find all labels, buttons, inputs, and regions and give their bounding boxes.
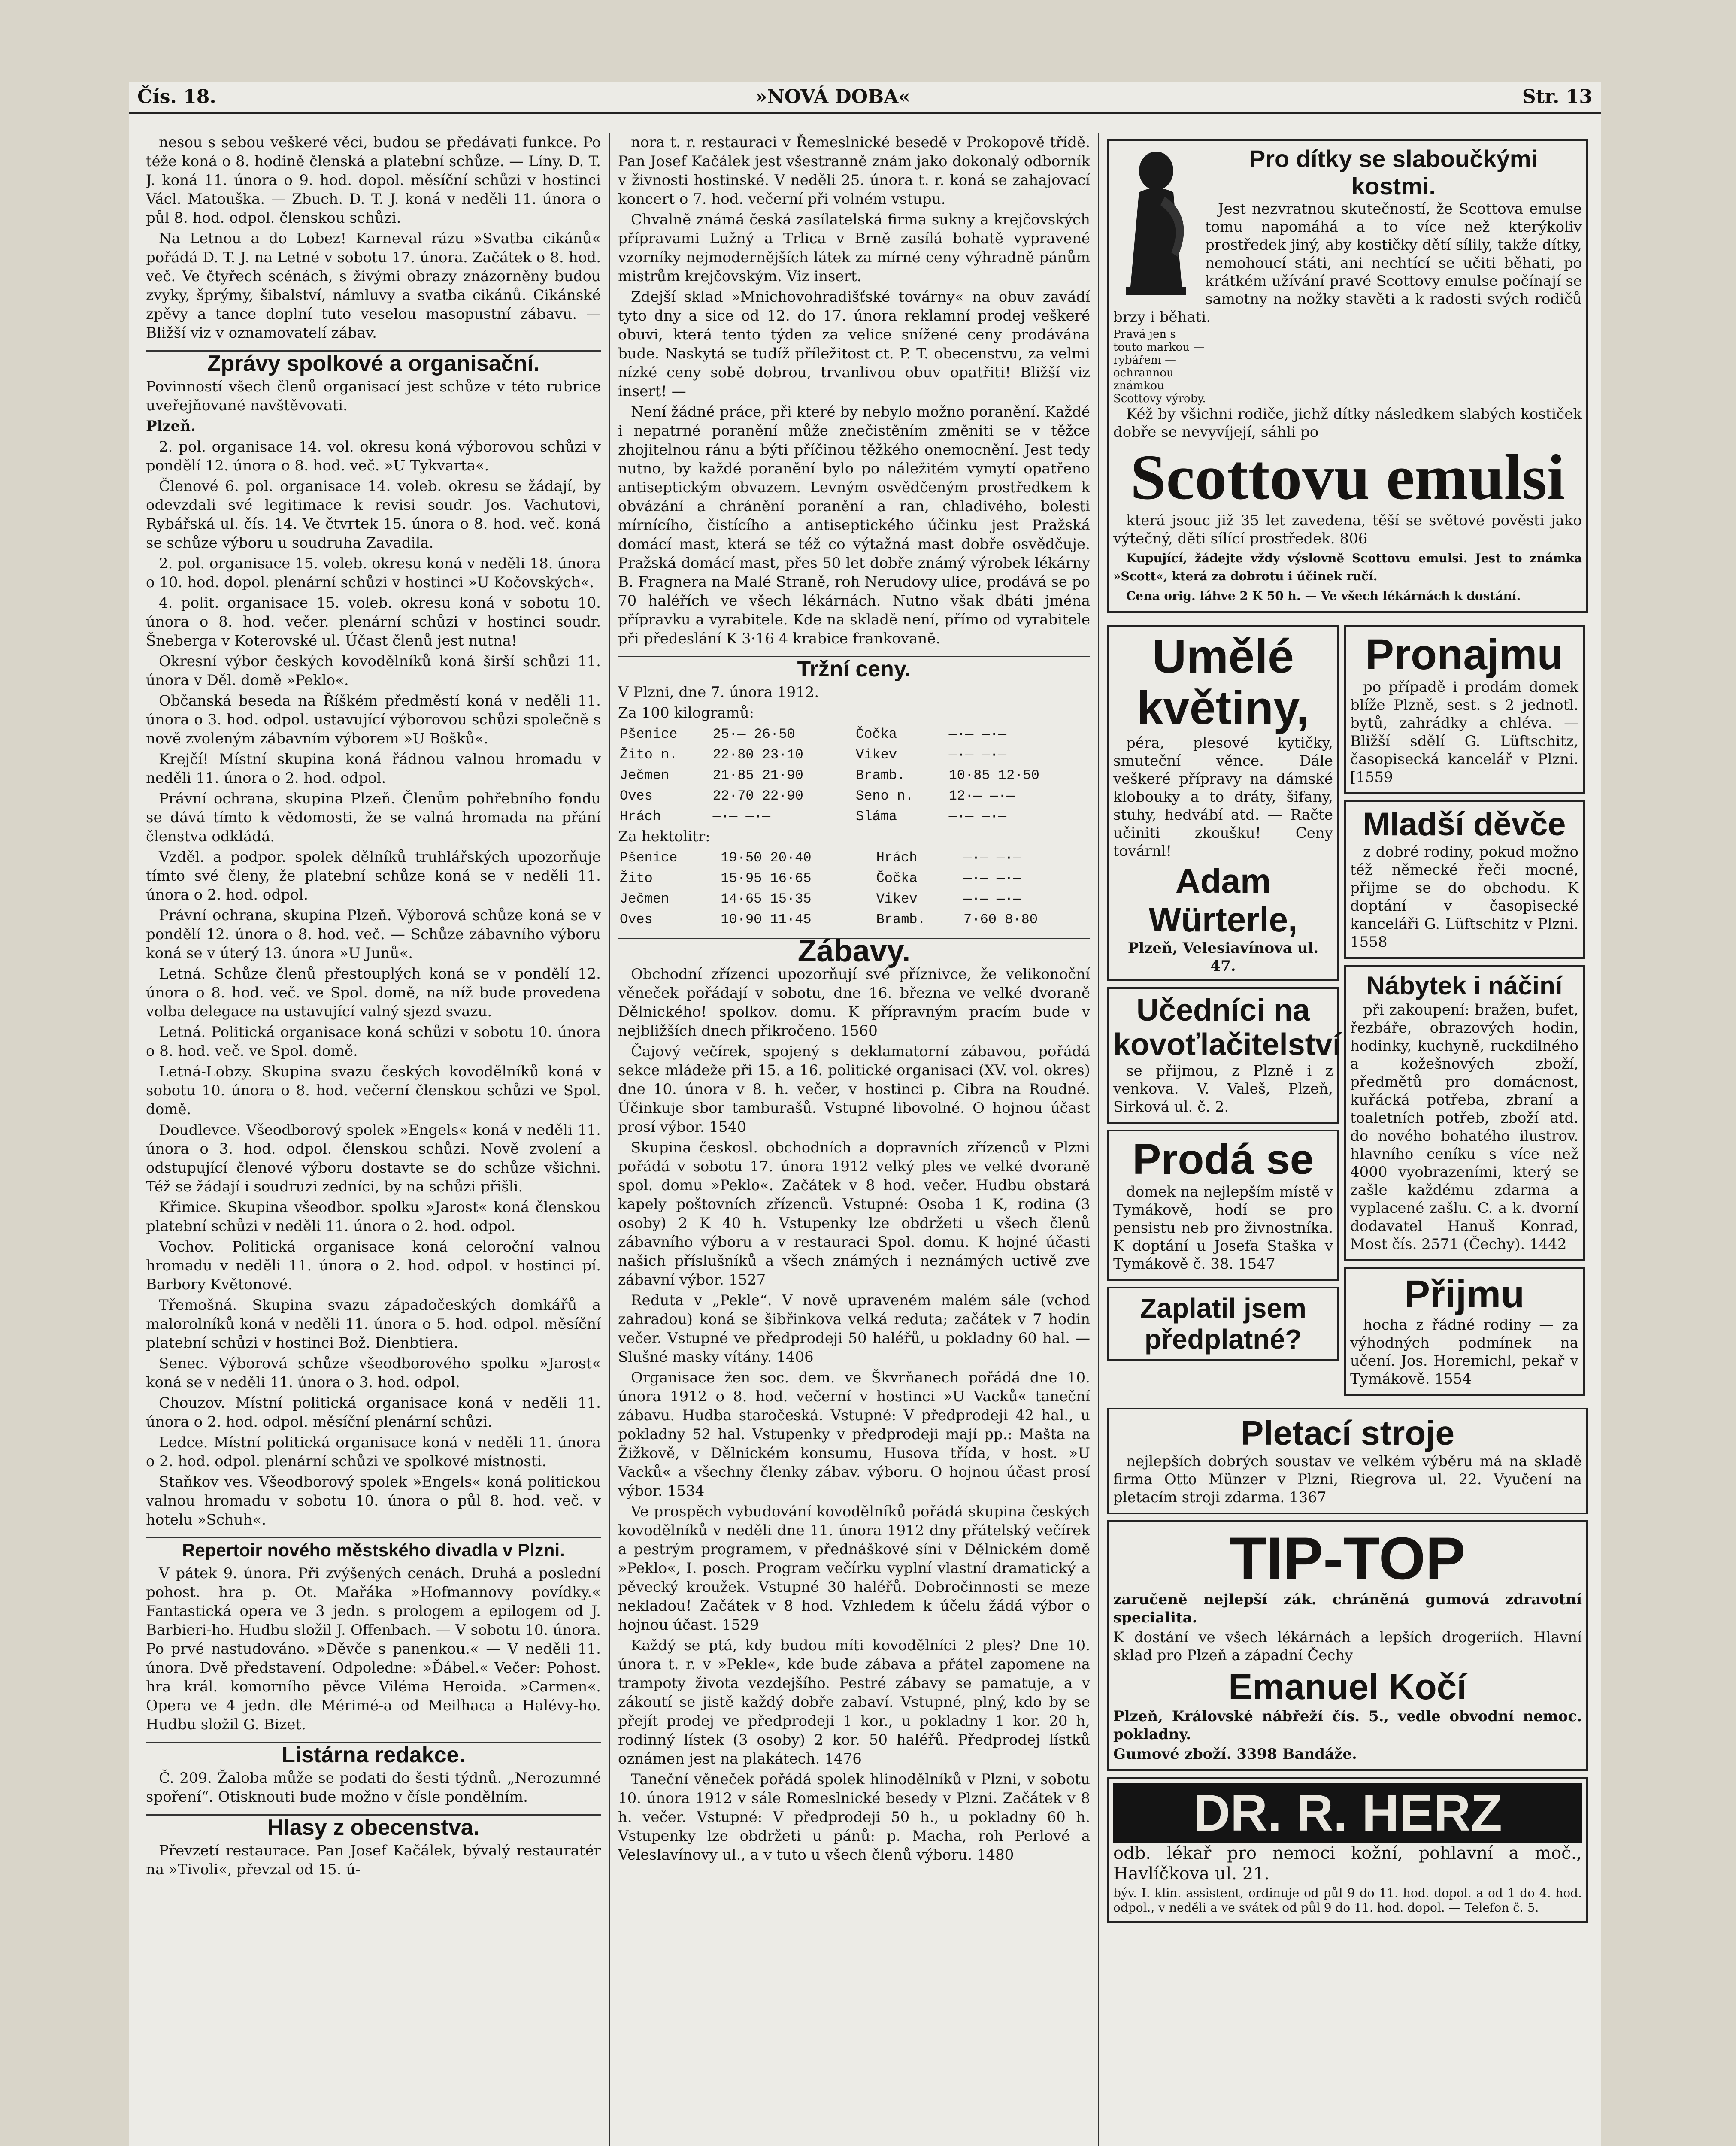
rent-text: po případě i prodám domek blíže Plzně, sest. s 2 jednotl. bytů, zahrádky a chléva. — Bližší sdělí G. Lüftschitz, časopisecká kancelář v Plzni. [1559 bbox=[1350, 679, 1578, 786]
section-heading-listarna: Listárna redakce. bbox=[146, 1742, 601, 1764]
page-header bbox=[129, 82, 1601, 114]
subscription-question: Zaplatil jsem předplatné? bbox=[1140, 1293, 1306, 1355]
event-item: Reduta v „Pekle“. V nově upraveném malém sále (vchod zahradou) koná se šibřinkova velká reduta; začátek v 7 hodin večer. Vstupné ve předprodeji 50 haléřů, u pokladny 60 hal. — Slušné masky vítány. 1406 bbox=[618, 1292, 1090, 1366]
flowers-text: péra, plesové kytičky, smuteční věnce. Dále veškeré přípravy na dámské klobouky a to dráty, šifany, stuhy, hedvábí atd. — Račte učiniti zkoušku! Ceny továrnl! bbox=[1113, 734, 1333, 860]
list-item: Vochov. Politická organisace koná celoroční valnou hromadu v neděli 11. února o 2. hod. odpol. v hostinci pí. Barbory Květonové. bbox=[146, 1238, 601, 1293]
list-item: Letná-Lobzy. Skupina svazu českých kovodělníků koná v sobotu 10. února o 8. hod. večerní členskou schůzi ve Spol. domě. bbox=[146, 1063, 601, 1118]
section-heading-zabavy: Zábavy. bbox=[618, 938, 1090, 961]
column-1 bbox=[146, 133, 601, 2146]
tiptop-goods: Gumové zboží. 3398 Bandáže. bbox=[1113, 1746, 1357, 1763]
list-item: Vzděl. a podpor. spolek dělníků truhlářských upozorňuje tímto své členy, že platební schůze koná se v neděli 11. února o 2. hod. odpol. bbox=[146, 849, 601, 903]
city-heading: Plzeň. bbox=[146, 418, 196, 435]
newspaper-title: »NOVÁ DOBA« bbox=[755, 86, 910, 108]
issue-number: Čís. 18. bbox=[137, 86, 216, 108]
column-2 bbox=[618, 133, 1090, 2146]
list-item: Občanská beseda na Říškém předměstí koná v neděli 11. února o 3. hod. odpol. ustavující výborovou schůzi společně s nově zvoleným zábavním výborem »U Bošků«. bbox=[146, 692, 601, 747]
furniture-title: Nábytek i náčiní bbox=[1366, 971, 1563, 1000]
hlasy-text: Převzetí restaurace. Pan Josef Kačálek, bývalý restauratér na »Tivoli«, převzal od 15. ú- bbox=[146, 1842, 601, 1878]
event-item: Každý se ptá, kdy budou míti kovodělníci 2 ples? Dne 10. února t. r. v »Pekle«, kde bude zábava a přátel zapomene na trampoty života vezdejšího. Pestré zábavy se pamatuje, a v zákoutí se jistě každý dobře zabaví. Vstupné, plný, kdo by se přejít prodej ve předprodeji 1 kor., u pokladny 1 kor. 20 h, rodinný lístek (3 osoby) 2 kor. 50 haléřů. Předprodej lístků oznámen jest na plakátech. 1476 bbox=[618, 1637, 1090, 1767]
table-row: Ječmen 21·85 21·90 Bramb. 10·85 12·50 bbox=[620, 767, 1039, 783]
list-item: Křimice. Skupina všeodbor. spolku »Jarost« koná členskou platební schůzi v neděli 11. února o 2. hod. odpol. bbox=[146, 1199, 601, 1235]
accept-ad bbox=[1344, 1267, 1585, 1396]
table-row: Ječmen 14·65 15·35 Vikev —·— —·— bbox=[620, 891, 1021, 907]
accept-text: hocha z řádné rodiny — za výhodných podmínek na učení. Jos. Horemichl, pekař v Tymákově. 1554 bbox=[1350, 1316, 1578, 1388]
tiptop-title: TIP-TOP bbox=[1230, 1525, 1466, 1592]
table-row: Pšenice 19·50 20·40 Hrách —·— —·— bbox=[620, 850, 1021, 866]
event-item: Čajový večírek, spojený s deklamatorní zábavou, pořádá sekce mládeže při 15. a 16. politické organisaci (XV. vol. okres) dne 10. února v 8. h. večer, v hostinci p. Cibra na Roudné. Účinkuje sbor tamburašů. Vstupné libovolné. O hojnou účast prosí výbor. 1540 bbox=[618, 1043, 1090, 1136]
subscription-ad bbox=[1107, 1287, 1339, 1361]
scott-headline: Pro dítky se slaboučkými kostmi. bbox=[1249, 145, 1538, 200]
scott-body: která jsouc již 35 let zavedena, těší se světové pověsti jako výtečný, děti sílící prostředek. 806 bbox=[1113, 512, 1582, 547]
page-number: Str. 13 bbox=[1522, 86, 1592, 108]
event-item: Organisace žen soc. dem. ve Škvrňanech pořádá dne 10. února 1912 o 8. hod. večerní v hostinci »U Vacků« taneční zábavu. Hudba staročeská. Vstupné: V předprodeji 42 hal., u pokladny 52 hal. Vstupenky v předprodeji mají pp.: Mašta na Žižkově, v Dělnickém konsumu, Husova třída, v host. »U Vacků« a všechny členky zábav. výboru. O hojnou účast prosí výbor. 1534 bbox=[618, 1369, 1090, 1500]
theatre-repertoire: V pátek 9. února. Při zvýšených cenách. Druhá a poslední pohost. hra p. Ot. Mařáka »Hofmannovy povídky.« Fantastická opera ve 3 jedn. s prologem a epilogem od J. Barbieri-ho. Hudbu složil J. Offenbach. — V sobotu 10. února. Po prvé nastudováno. »Děvče s panenkou.« — V neděli 11. února. Dvě představení. Odpoledne: »Ďábel.« Večer: Pohost. hra král. komorního pěvce Viléma Heroida. »Carmen«. Opera ve 4 jedn. dle Mérimé-a od Meilhaca a Halévy-ho. Hudbu složil G. Bizet. bbox=[146, 1565, 601, 1733]
article-intro: nesou s sebou veškeré věci, budou se předávati funkce. Po téže koná o 8. hodině členská a platební schůze. — Líny. D. T. J. koná 11. února o 9. hod. dopol. měsíční schůzi v hostinci Václ. Matouška. — Zbuch. D. T. J. koná v neděli 11. února o půl 8. hod. odpol. členskou schůzi. bbox=[146, 134, 601, 227]
event-item: Ve prospěch vybudování kovodělníků pořádá skupina českých kovodělníků v neděli dne 11. února 1912 dny přátelský večírek a pestrým programem, v přednáškové síni v Dělnickém domě »Peklo«, I. posch. Program večírku vyplní vlastní dramatický a pěvecký kroužek. Vstupné 30 haléřů. Dobročinnosti se meze nekladou! Začátek v 8 hod. Vzhledem k účelu žádá výbor o hojnou účast. 1529 bbox=[618, 1503, 1090, 1634]
rent-title: Pronajmu bbox=[1365, 630, 1563, 679]
list-item: Právní ochrana, skupina Plzeň. Členům pohřebního fondu se dává tímto k vědomosti, že se valná hromada na přání členstva odkládá. bbox=[146, 790, 601, 845]
classified-ads-grid bbox=[1107, 619, 1588, 1402]
girl-ad bbox=[1344, 800, 1585, 959]
table-row: Hrách —·— —·— Sláma —·— —·— bbox=[620, 809, 1006, 824]
furniture-ad bbox=[1344, 965, 1585, 1261]
section-heading-prices: Tržní ceny. bbox=[618, 656, 1090, 679]
list-item: Letná. Schůze členů přestouplých koná se v pondělí 12. února o 8. hod. več. ve Spol. domě, na níž bude provedena volba delegace na ustavující valný sjezd svazu. bbox=[146, 965, 601, 1020]
article-letna: Na Letnou a do Lobez! Karneval rázu »Svatba cikánů« pořádá D. T. J. na Letné v sobotu 17. února. Začátek o 8. hod. več. Ve čtyřech scénách, s živými obrazy znázorněny budou zvyky, šprýmy, šibalství, námluvy a svatba cikánů. Cikánské zpěvy a tance doplní tuto veselou masopustní zábavu. — Bližší viz v oznamovatelí zábav. bbox=[146, 230, 601, 342]
scott-body: Jest nezvratnou skutečností, že Scottova emulse tomu napomáhá a to více než kterýkoliv prostředek jiný, aby kostičky dětí sílily, takže dítky, nemohoucí státi, ani nechtící se učiti běhati, po krátkém užívání pravé Scottovy emulse počínají se samotny na nožky stavěti a k radosti svých rodičů brzy i běhati. bbox=[1113, 200, 1582, 326]
article-text: Zdejší sklad »Mnichovohradišťské továrny« na obuv zavádí tyto dny a sice od 12. do 17. února reklamní prodej veškeré obuvi, která tento týden za velice snížené ceny prodávána bude. Naskytá se tudíž příležitost ct. P. T. obecenstvu, za velmi nízké ceny sobě dobrou, trvanlivou obuv opatřiti! Bližší viz insert! — bbox=[618, 288, 1090, 400]
scott-price: Cena orig. láhve 2 K 50 h. — Ve všech lékárnách k dostání. bbox=[1126, 589, 1521, 603]
sell-text: domek na nejlepším místě v Tymákově, hodí se pro pensistu neb pro živnostníka. K doptání u Josefa Staška v Tymákově č. 38. 1547 bbox=[1113, 1183, 1333, 1273]
knit-text: nejlepších dobrých soustav ve velkém výběru má na skladě firma Otto Münzer v Plzni, Riegrova ul. 22. Vyučení na pletacím stroji zdarma. 1367 bbox=[1113, 1453, 1582, 1506]
table-row: Pšenice 25·— 26·50 Čočka —·— —·— bbox=[620, 726, 1006, 742]
classified-left bbox=[1107, 619, 1339, 1402]
column-3 bbox=[1107, 133, 1588, 2146]
event-item: Obchodní zřízenci upozorňují své příznivce, že velikonoční věneček pořádají v sobotu, dne 16. března ve velké dvoraně Dělnického! spolkov. domu. K přípravným pracím bude v nejbližších dnech přikročeno. 1560 bbox=[618, 966, 1090, 1040]
list-item: Krejčí! Místní skupina koná řádnou valnou hromadu v neděli 11. února o 2. hod. odpol. bbox=[146, 751, 601, 787]
scott-body: Kéž by všichni rodiče, jichž dítky následkem slabých kostiček dobře se nevyvíjejí, sáhli po bbox=[1113, 406, 1582, 441]
article-text: Není žádné práce, při které by nebylo možno poranění. Každé i nepatrné poranění může znečistěním změniti se v těžce zhojitelnou ránu a býti příčinou těžkého onemocnění. Jest tedy nutno, by každé poranění bylo po náležitém vymytí opatřeno antiseptickým obvazem. Levným osvědčeným prostředkem k obvázání a chránění poranění a ran, chladivého, bolesti mírnícího, čistícího a antiseptického účinku jest Pražská domácí mast, která se též co výtažná mast dobře osvědčuje. Pražská domácí mast, přes 50 let dobře známý výrobek lékárny B. Fragnera na Malé Straně, roh Nerudovy ulice, prodává se po 70 haléřích ve všech lékárnách. Nutno však dbáti jména přípravku a vyrabitele. Kde na skladě není, přímo od vyrabitele při předeslání K 3·16 4 krabice frankovaně. bbox=[618, 403, 1090, 647]
article-text: nora t. r. restauraci v Řemeslnické besedě v Prokopově třídě. Pan Josef Kačálek jest všestranně znám jako dokonalý odborník v živnosti hostinské. V neděli 25. února t. r. koná se zahajovací koncert o 7. hod. večerní při volném vstupu. bbox=[618, 134, 1090, 208]
classified-right bbox=[1344, 619, 1585, 1402]
knitting-machines-ad bbox=[1107, 1408, 1588, 1514]
list-item: Chouzov. Místní politická organisace koná v neděli 11. února o 2. hod. odpol. měsíční plenární schůzi. bbox=[146, 1394, 601, 1431]
scott-emulsion-ad bbox=[1107, 139, 1588, 613]
list-item: Právní ochrana, skupina Plzeň. Výborová schůze koná se v pondělí 12. února o 8. hod. več. — Schůze zábavního výboru koná se v úterý 13. února »U Junů«. bbox=[146, 907, 601, 962]
scott-note: Kupující, žádejte vždy výslovně Scottovu emulsi. Jest to známka »Scott«, která za dobrotu i účinek ručí. bbox=[1113, 551, 1582, 583]
section-heading-zpravy: Zprávy spolkové a organisační. bbox=[146, 350, 601, 373]
list-item: Doudlevce. Všeodborový spolek »Engels« koná v neděli 11. února o 3. hod. odpol. členskou schůzi. Nově zvolení a odstupující členové výboru dostavte se do schůze všichni. Též se žádají i soudruzi zedníci, by na schůzi přišli. bbox=[146, 1121, 601, 1195]
list-item: Členové 6. pol. organisace 14. voleb. okresu se žádají, by odevzdali své legitimace k revisi soudr. Jos. Vachutovi, Rybářská ul. čís. 14. Ve čtvrtek 15. února o 8. hod. več. koná se schůze výboru u soudruha Zavadila. bbox=[146, 478, 601, 552]
girl-title: Mladší děvče bbox=[1363, 806, 1566, 843]
section-intro: Povinností všech členů organisací jest schůze v této rubrice uveřejňované navštěvovati. bbox=[146, 378, 601, 414]
knit-title: Pletací stroje bbox=[1240, 1414, 1454, 1452]
column-divider bbox=[1098, 133, 1099, 2146]
tiptop-text: zaručeně nejlepší zák. chráněná gumová zdravotní specialita. bbox=[1113, 1591, 1582, 1626]
section-heading-hlasy: Hlasy z obecenstva. bbox=[146, 1814, 601, 1837]
furniture-text: při zakoupení: bražen, bufet, řezbáře, obrazových hodin, hodinky, kuchyně, ruckdilného a kožešnových zboží, předmětů pro domácnost, kuřácká potřeba, zbraní a toaletních potřeb, zboží atd. do nového bohatého ilustrov. hlavního ceníku s více než 4000 vyobrazeními, který se zašle každému zdarma a vyplacené zašlu. C. a k. dvorní dodavatel Hanuš Konrad, Most čís. 2571 (Čechy). 1442 bbox=[1350, 1001, 1578, 1253]
tiptop-owner: Emanuel Kočí bbox=[1228, 1667, 1467, 1707]
table-row: Žito 15·95 16·65 Čočka —·— —·— bbox=[620, 870, 1021, 886]
herz-hours: býv. I. klin. assistent, ordinuje od půl 9 do 11. hod. dopol. a od 1 do 4. hod. odpol., v neděli a ve svátek od půl 9 do 11. hod. dopol. — Telefon č. 5. bbox=[1113, 1886, 1582, 1915]
list-item: Senec. Výborová schůze všeodborového spolku »Jarost« koná se v neděli 11. února o 3. hod. odpol. bbox=[146, 1355, 601, 1391]
flowers-title: Umělé květiny, bbox=[1137, 630, 1309, 734]
table-row: Oves 10·90 11·45 Bramb. 7·60 8·80 bbox=[620, 912, 1038, 928]
column-divider bbox=[609, 133, 610, 2146]
price-table-hl bbox=[618, 848, 1090, 930]
tiptop-address: Plzeň, Královské nábřeží čís. 5., vedle obvodní nemoc. pokladny. bbox=[1113, 1708, 1582, 1743]
flowers-owner: Adam Würterle, bbox=[1148, 862, 1298, 939]
herz-title: DR. R. HERZ bbox=[1113, 1783, 1582, 1843]
prices-unit: Za hektolitr: bbox=[618, 828, 710, 845]
rent-ad bbox=[1344, 625, 1585, 794]
girl-text: z dobré rodiny, pokud možno též německé řeči mocné, přijme se do obchodu. K doptání v časopisecké kanceláři G. Lüftschitz v Plzni. 1558 bbox=[1350, 843, 1578, 951]
scott-caption: Pravá jen s touto markou — rybářem — ochrannou známkou Scottovy výroby. bbox=[1113, 328, 1206, 405]
list-item: 2. pol. organisace 15. voleb. okresu koná v neděli 18. února o 10. hod. dopol. plenární schůzi v hostinci »U Kočovských«. bbox=[146, 555, 601, 591]
apprentice-text: se přijmou, z Plzně i z venkova. V. Valeš, Plzeň, Sirková ul. č. 2. bbox=[1113, 1062, 1333, 1115]
sell-title: Prodá se bbox=[1132, 1135, 1314, 1183]
flowers-address: Plzeň, Velesiavínova ul. 47. bbox=[1127, 940, 1319, 975]
list-item: Ledce. Místní politická organisace koná v neděli 11. února o 2. hod. odpol. plenární schůzi ve spolkové místnosti. bbox=[146, 1434, 601, 1470]
sell-ad bbox=[1107, 1130, 1339, 1281]
table-row: Žito n. 22·80 23·10 Vikev —·— —·— bbox=[620, 747, 1006, 763]
tiptop-text2: K dostání ve všech lékárnách a lepších drogeriích. Hlavní sklad pro Plzeň a západní Čechy bbox=[1113, 1629, 1582, 1664]
event-item: Skupina českosl. obchodních a dopravních zřízenců v Plzni pořádá v sobotu 17. února 1912 velký ples ve velké dvoraně spol. domu »Peklo«. Začátek v 8 hod. večer. Hudbu obstará kapely poštovních zřízenců. Vstupné: Osoba 1 K, rodina (3 osoby) 2 K 40 h. Vstupenky lze obdržeti u všech členů zábavního výboru a v restauraci Spol. domu. K hojné účasti našich příslušníků a všech známých i neznámých uctivě zve zábavní výbor. 1527 bbox=[618, 1139, 1090, 1288]
table-row: Oves 22·70 22·90 Seno n. 12·— —·— bbox=[620, 788, 1015, 804]
newspaper-page bbox=[129, 82, 1601, 2146]
flowers-ad bbox=[1107, 625, 1339, 981]
section-heading-theatre: Repertoir nového městského divadla v Plzni. bbox=[146, 1537, 601, 1560]
list-item: Třemošná. Skupina svazu západočeských domkářů a malorolníků koná v neděli 11. února o 5. hod. odpol. měsíční platební schůzi v hostinci Bož. Dienbtiera. bbox=[146, 1297, 601, 1352]
prices-date: V Plzni, dne 7. února 1912. bbox=[618, 684, 819, 701]
dr-herz-ad bbox=[1107, 1777, 1588, 1923]
list-item: 4. polit. organisace 15. voleb. okresu koná v sobotu 10. února o 8. hod. večer. plenární schůzi v hostinci soudr. Šneberga v Koterovské ul. Účast členů jest nutna! bbox=[146, 594, 601, 649]
scott-product-name: Scottovu emulsi bbox=[1130, 442, 1565, 513]
article-text: Chvalně známá česká zasílatelská firma sukny a krejčovských přípravami Lužný a Trlica v Brně zasílá bohatě vypravené vzorníky nejmodernějších látek za mírné ceny výhradně pánům mistrům krejčovským. Viz insert. bbox=[618, 211, 1090, 285]
list-item: Okresní výbor českých kovodělníků koná širší schůzi 11. února v Děl. domě »Peklo«. bbox=[146, 653, 601, 689]
event-item: Taneční věneček pořádá spolek hlinodělníků v Plzni, v sobotu 10. února 1912 v sále Romeslnické besedy v Plzni. Začátek v 8 h. večer. Vstupné: V předprodeji 50 h., u pokladny 60 h. Vstupenky lze obdržeti u pánů: p. Macha, roh Perlové a Veleslavínovy ul., a v tuto u všech členů výboru. 1480 bbox=[618, 1771, 1090, 1864]
list-item: Staňkov ves. Všeodborový spolek »Engels« koná politickou valnou hromadu v sobotu 10. února o půl 8. hod. več. v hotelu »Schuh«. bbox=[146, 1473, 601, 1528]
accept-title: Přijmu bbox=[1404, 1273, 1525, 1316]
herz-text: odb. lékař pro nemoci kožní, pohlavní a moč., Havlíčkova ul. 21. bbox=[1113, 1843, 1582, 1884]
prices-unit: Za 100 kilogramů: bbox=[618, 704, 754, 721]
tiptop-ad bbox=[1107, 1520, 1588, 1771]
list-item: Letná. Politická organisace koná schůzi v sobotu 10. února o 8. hod. več. ve Spol. domě. bbox=[146, 1024, 601, 1060]
list-item: 2. pol. organisace 14. vol. okresu koná výborovou schůzi v pondělí 12. února o 8. hod. več. »U Tykvarta«. bbox=[146, 438, 601, 474]
fisherman-logo-icon bbox=[1113, 145, 1199, 308]
apprentice-title: Učedníci na kovoťlačitelství bbox=[1113, 993, 1341, 1062]
listarna-text: Č. 209. Žaloba může se podati do šesti týdnů. „Nerozumné spoření“. Otisknouti bude možno v čísle pondělním. bbox=[146, 1770, 601, 1806]
price-table-kg bbox=[618, 724, 1090, 827]
apprentice-ad bbox=[1107, 987, 1339, 1124]
